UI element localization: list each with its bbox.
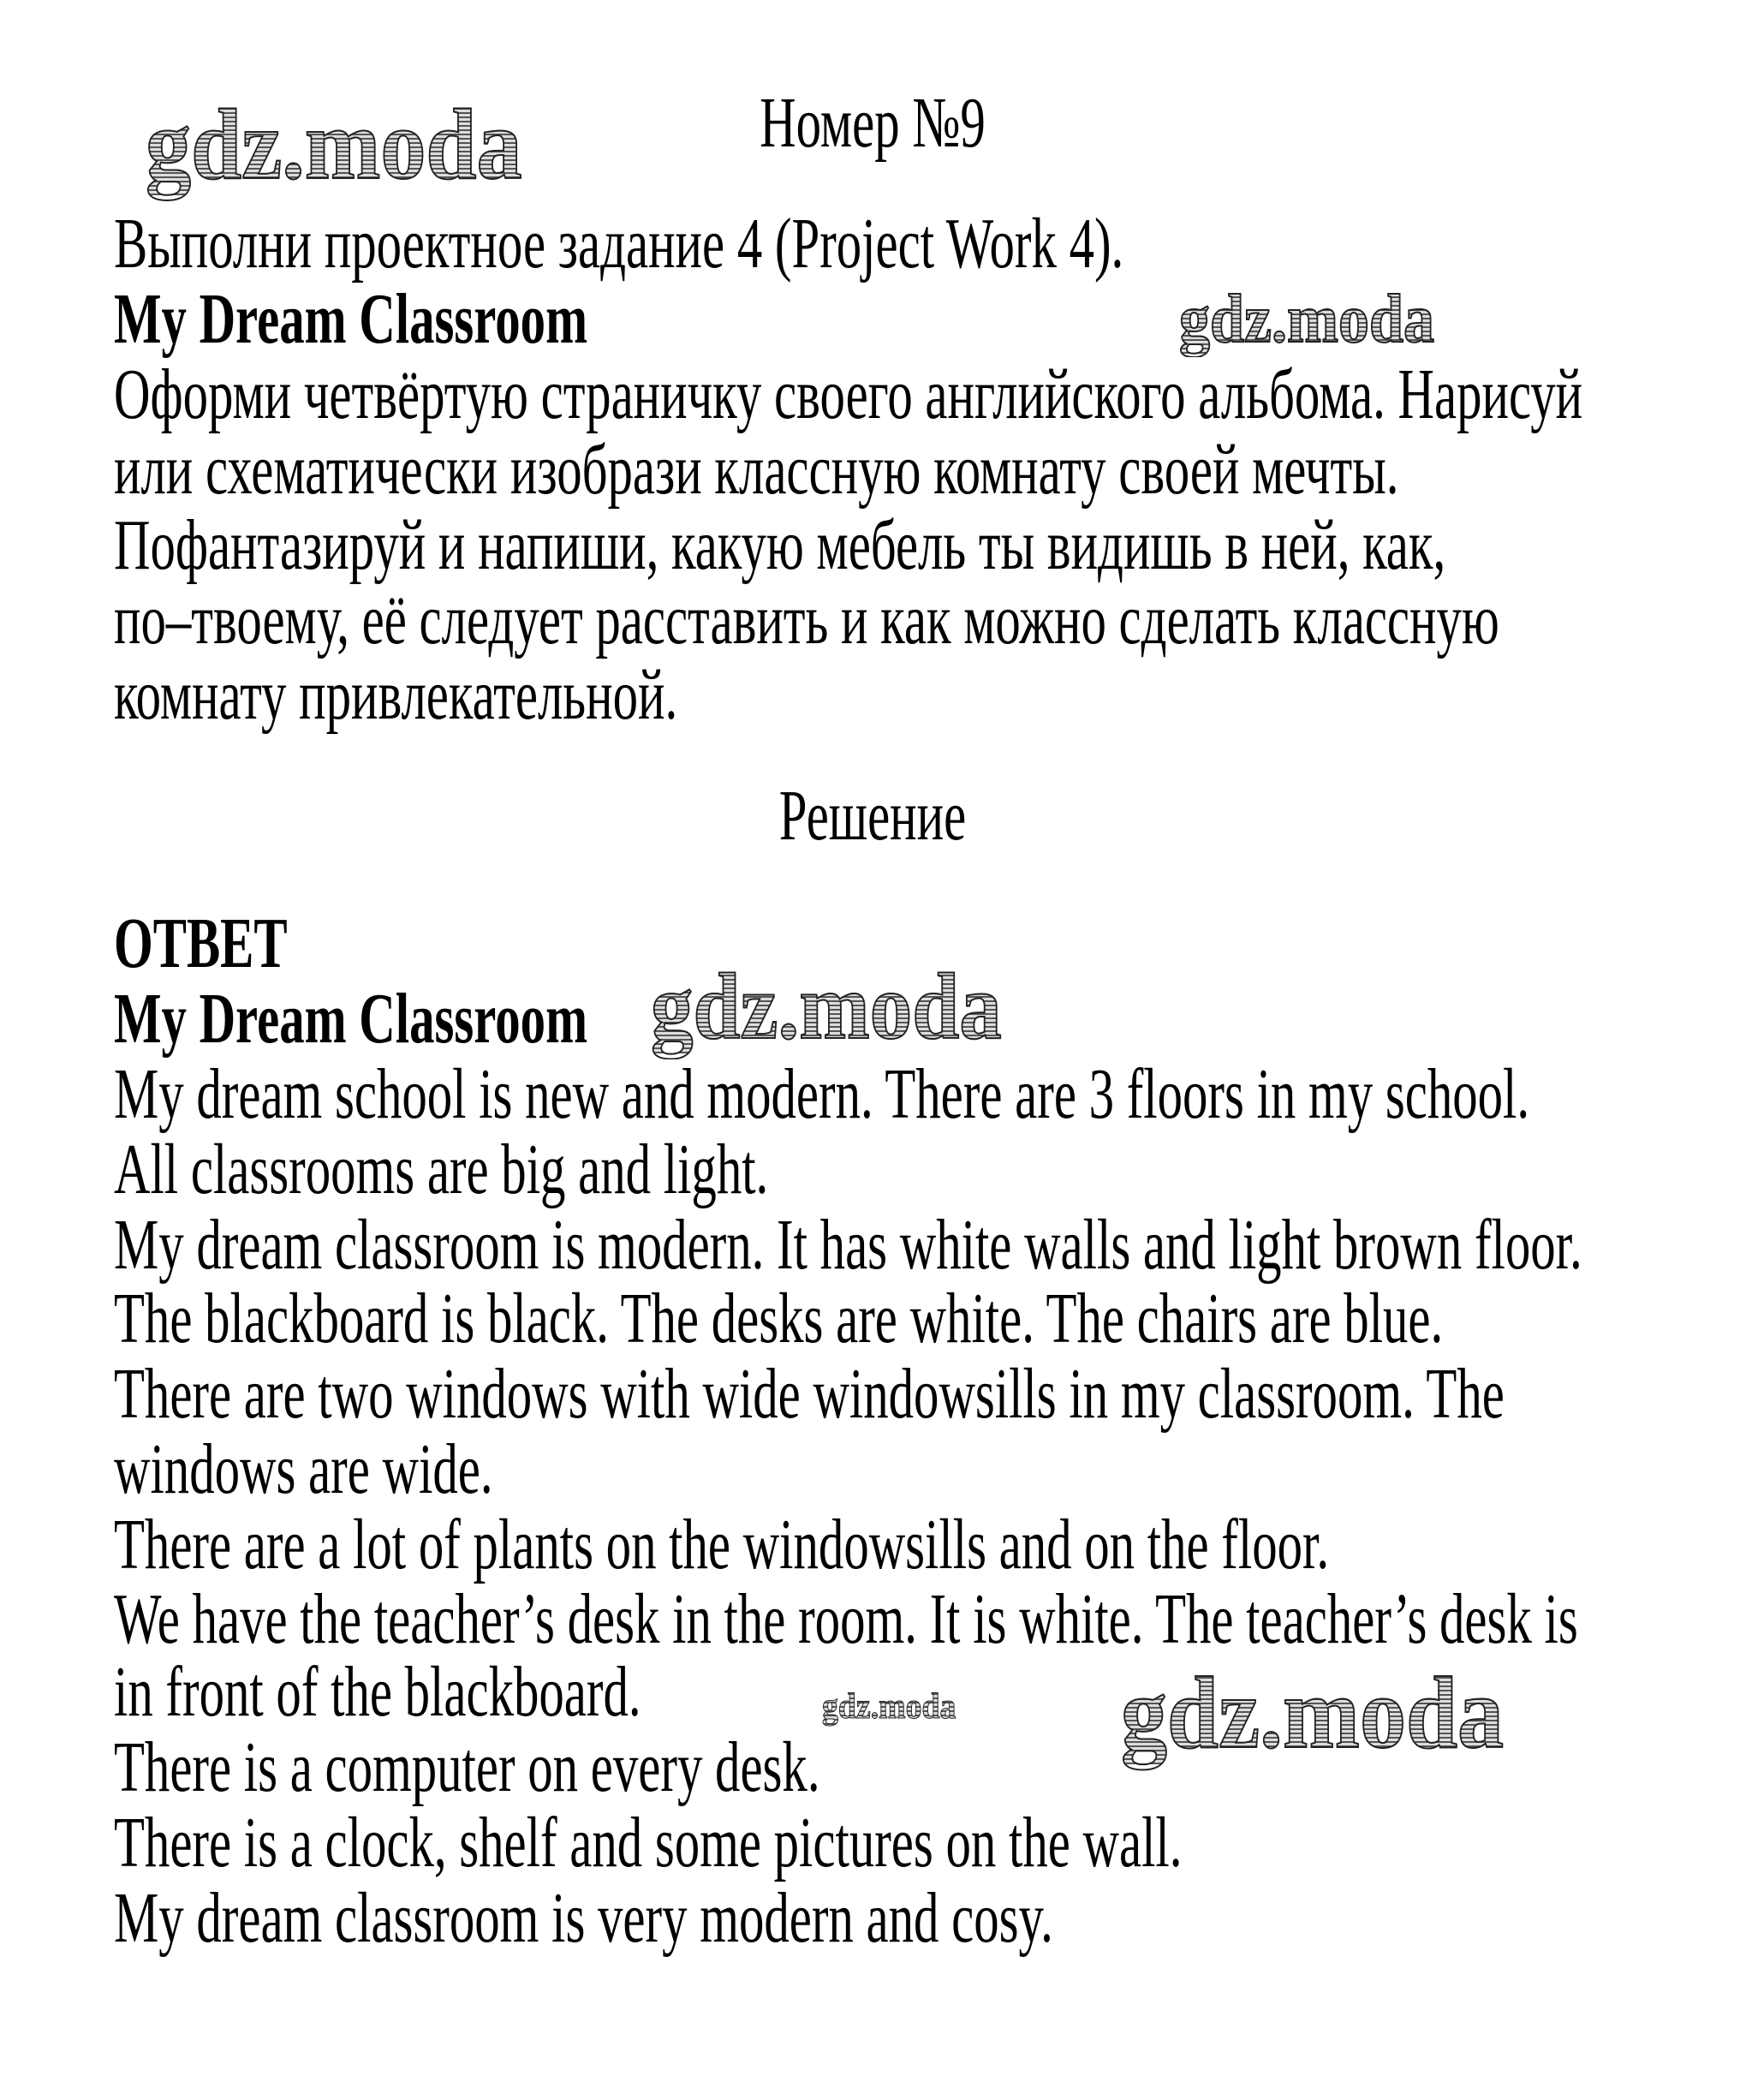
answer-line: There are two windows with wide windowsills in my classroom. The (114, 1354, 1505, 1434)
answer-line: My dream classroom is modern. It has white walls and light brown floor. (114, 1205, 1582, 1285)
answer-line: My dream school is new and modern. There are 3 floors in my school. (114, 1054, 1530, 1134)
watermark-logo: gdz.moda (1179, 282, 1435, 357)
answer-line: There is a computer on every desk. (114, 1727, 820, 1807)
answer-line: All classrooms are big and light. (114, 1130, 769, 1209)
watermark-logo: gdz.moda (1121, 1656, 1505, 1769)
watermark-logo: gdz.moda (651, 954, 1002, 1059)
solution-label: Решение (778, 776, 967, 856)
task-line: Оформи четвёртую страничку своего английского альбома. Нарисуй (114, 355, 1583, 434)
answer-line: We have the teacher’s desk in the room. It is white. The teacher’s desk is (114, 1579, 1578, 1659)
answer-label: ОТВЕТ (114, 904, 288, 983)
answer-line: windows are wide. (114, 1429, 493, 1509)
answer-line: There is a clock, shelf and some pictures on the wall. (114, 1803, 1183, 1882)
task-line: по–твоему, её следует расставить и как можно сделать классную (114, 580, 1499, 659)
task-heading: My Dream Classroom (114, 279, 588, 359)
task-line: комнату привлекательной. (114, 655, 678, 735)
answer-line: My dream classroom is very modern and cosy. (114, 1878, 1053, 1958)
answer-line: There are a lot of plants on the windowsills and on the floor. (114, 1505, 1330, 1584)
page-title: Номер №9 (760, 83, 986, 163)
task-line: или схематически изобрази классную комнату своей мечты. (114, 430, 1399, 510)
answer-heading: My Dream Classroom (114, 979, 588, 1059)
task-instruction: Выполни проектное задание 4 (Project Work 4). (114, 204, 1124, 283)
watermark-logo: gdz.moda (822, 1687, 956, 1727)
answer-line: The blackboard is black. The desks are white. The chairs are blue. (114, 1279, 1444, 1358)
answer-line: in front of the blackboard. (114, 1652, 641, 1732)
watermark-logo: gdz.moda (146, 88, 522, 200)
task-line: Пофантазируй и напиши, какую мебель ты видишь в ней, как, (114, 505, 1446, 585)
